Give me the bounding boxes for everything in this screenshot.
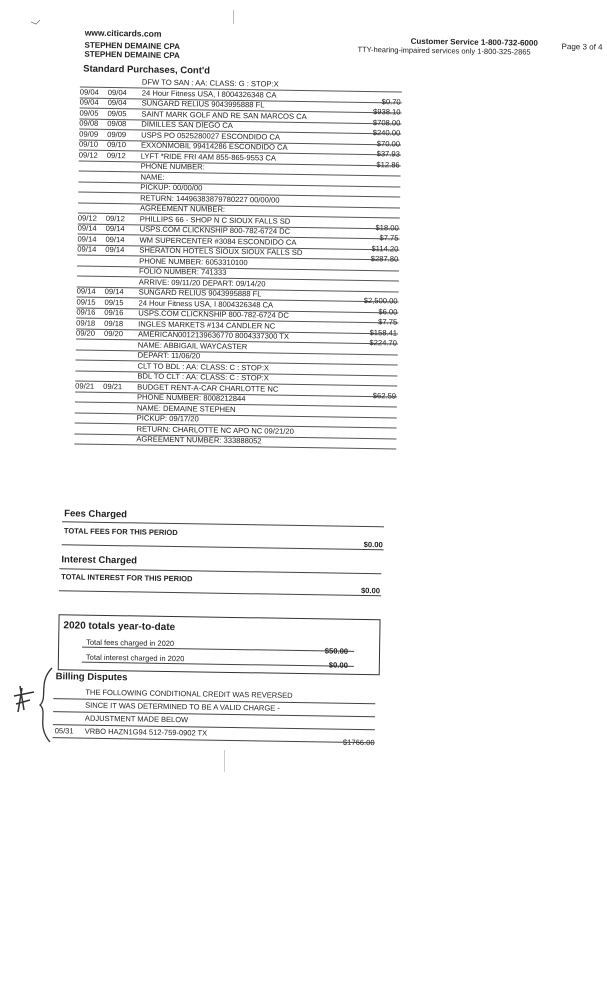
- post-date: 09/21: [75, 380, 95, 391]
- tty-phone: TTY-hearing-impaired services only 1-800-325-2865: [357, 44, 531, 57]
- description: 24 Hour Fitness USA, I 8004326348 CA: [138, 297, 274, 310]
- trans-date: 09/12: [105, 213, 125, 223]
- description: PHONE NUMBER:: [140, 161, 205, 172]
- dispute-amount: $1766.00: [342, 737, 375, 748]
- description: AMERICAN0012139636770 8004337300 TX: [137, 329, 290, 341]
- description: SHERATON HOTELS SIOUX SIOUX FALLS SD: [139, 245, 303, 258]
- amount: $114.20: [371, 243, 399, 254]
- description: PHONE NUMBER: 8008212844: [136, 392, 246, 404]
- description: RETURN: CHARLOTTE NC APO NC 09/21/20: [136, 423, 294, 436]
- post-date: 09/14: [77, 233, 97, 244]
- post-date: 09/10: [78, 139, 99, 149]
- description: WM SUPERCENTER #3084 ESCONDIDO CA: [139, 234, 297, 247]
- total-fees-amount: $0.00: [363, 540, 383, 550]
- amount: $6.00: [378, 306, 398, 317]
- trans-date: 09/09: [107, 129, 127, 139]
- trans-date: 09/04: [107, 87, 127, 97]
- customer-service-phone: Customer Service 1-800-732-6000: [410, 36, 538, 48]
- description: LYFT *RIDE FRI 4AM 855-865-9553 CA: [140, 150, 277, 163]
- description: EXXONMOBIL 99414286 ESCONDIDO CA: [140, 140, 288, 152]
- scan-artifact-top: [233, 10, 234, 24]
- description: INGLES MARKETS #134 CANDLER NC: [138, 318, 276, 331]
- post-date: 09/15: [76, 296, 96, 307]
- post-date: 09/04: [79, 97, 99, 107]
- description: DFW TO SAN : AA: CLASS: G : STOP:X: [141, 77, 279, 89]
- description: USPS.COM CLICKNSHIP 800-782-6724 DC: [138, 308, 289, 320]
- description: NAME: DEMAINE STEPHEN: [136, 402, 236, 414]
- description: SAINT MARK GOLF AND RE SAN MARCOS CA: [141, 108, 307, 121]
- amount: $287.80: [370, 254, 399, 264]
- post-date: 09/05: [79, 108, 99, 118]
- amount: $70.00: [376, 138, 401, 149]
- amount: $240.00: [372, 128, 401, 138]
- post-date: 09/14: [76, 286, 96, 296]
- page-number: Page 3 of 4: [561, 42, 603, 52]
- ytd-totals-title: 2020 totals year-to-date: [63, 620, 176, 634]
- amount: $158.41: [369, 327, 398, 338]
- purchases-section-title: Standard Purchases, Cont'd: [83, 63, 211, 77]
- post-date: 09/14: [77, 223, 97, 233]
- trans-date: 09/08: [107, 118, 127, 129]
- description: USPS PO 0525280027 ESCONDIDO CA: [141, 129, 281, 142]
- total-fees-label: TOTAL FEES FOR THIS PERIOD: [63, 526, 178, 538]
- amount: $224.70: [369, 338, 397, 348]
- trans-date: 09/14: [105, 223, 125, 234]
- description: AGREEMENT NUMBER:: [139, 203, 226, 214]
- dispute-note-line-1: THE FOLLOWING CONDITIONAL CREDIT WAS REVERSED: [85, 687, 293, 700]
- amount: $938.10: [373, 107, 401, 117]
- post-date: 09/12: [78, 149, 98, 160]
- post-date: 09/04: [79, 87, 99, 97]
- dispute-description: VRBO HAZN1G94 512-759-0902 TX: [84, 726, 208, 738]
- account-holder-name-2: STEPHEN DEMAINE CPA: [84, 49, 180, 61]
- description: PICKUP: 00/00/00: [140, 182, 203, 193]
- ytd-fees-amount: $50.00: [324, 646, 349, 656]
- scan-speck-mark: [30, 18, 42, 26]
- trans-date: 09/05: [107, 108, 127, 118]
- amount: $0.70: [381, 96, 401, 107]
- trans-date: 09/14: [105, 234, 125, 244]
- trans-date: 09/16: [104, 307, 124, 318]
- description: SUNGARD RELIUS 9043995888 FL: [138, 287, 262, 299]
- description: DIMILLES SAN DIEGO CA: [141, 119, 233, 130]
- post-date: 09/12: [77, 212, 97, 223]
- billing-disputes-title: Billing Disputes: [55, 671, 128, 684]
- description: NAME: ABBIGAIL WAYCASTER: [137, 339, 248, 351]
- description: USPS.COM CLICKNSHIP 800-782-6724 DC: [139, 224, 291, 236]
- trans-date: 09/10: [106, 139, 127, 150]
- post-date: 09/09: [79, 128, 99, 139]
- handwritten-bracket-mark: [0, 660, 70, 750]
- amount: $708.00: [372, 117, 401, 128]
- post-date: 09/16: [76, 307, 96, 317]
- dispute-note-line-2: SINCE IT WAS DETERMINED TO BE A VALID CHARGE -: [85, 700, 280, 713]
- trans-date: 09/15: [104, 297, 124, 307]
- description: ARRIVE: 09/11/20 DEPART: 09/14/20: [138, 276, 266, 288]
- trans-date: 09/14: [104, 286, 124, 297]
- total-interest-label: TOTAL INTEREST FOR THIS PERIOD: [61, 572, 193, 584]
- description: PHONE NUMBER: 6053310100: [139, 255, 248, 267]
- trans-date: 09/20: [103, 328, 124, 339]
- trans-date: 09/12: [106, 150, 126, 160]
- ytd-interest-amount: $0.00: [328, 660, 348, 670]
- description: CLT TO BDL : AA: CLASS: C : STOP:X: [137, 360, 270, 373]
- amount: $37.93: [376, 149, 400, 159]
- description: RETURN: 14496383879780227 00/00/00: [140, 192, 280, 205]
- account-holder-name: STEPHEN DEMAINE CPA: [84, 40, 181, 52]
- description: BDL TO CLT : AA: CLASS: C : STOP:X: [137, 371, 269, 383]
- description: BUDGET RENT-A-CAR CHARLOTTE NC: [137, 381, 279, 394]
- trans-date: 09/21: [103, 381, 123, 391]
- post-date: 09/18: [76, 317, 96, 328]
- description: SUNGARD RELIUS 9043995888 FL: [141, 98, 265, 110]
- amount: $7.75: [379, 233, 399, 243]
- description: NAME:: [140, 171, 165, 182]
- post-date: 09/20: [75, 328, 96, 338]
- amount: $62.59: [372, 390, 397, 401]
- dispute-note-line-3: ADJUSTMENT MADE BELOW: [84, 713, 189, 725]
- post-date: 09/14: [77, 244, 97, 254]
- fees-section-title: Fees Charged: [64, 508, 128, 521]
- description: AGREEMENT NUMBER: 333888052: [136, 434, 262, 446]
- amount: $12.86: [376, 159, 400, 170]
- trans-date: 09/04: [107, 97, 127, 108]
- dispute-date: 05/31: [54, 726, 74, 736]
- scan-artifact-bottom: [224, 750, 225, 772]
- post-date: 09/08: [79, 118, 99, 128]
- total-interest-amount: $0.00: [360, 585, 381, 596]
- amount: $18.00: [375, 222, 399, 233]
- amount: $7.75: [378, 317, 398, 327]
- interest-section-title: Interest Charged: [61, 554, 138, 567]
- description: PHILLIPS 66 - SHOP N C SIOUX FALLS SD: [139, 213, 291, 226]
- amount: $2,500.00: [363, 295, 398, 306]
- ytd-interest-label: Total interest charged in 2020: [85, 652, 185, 664]
- description: FOLIO NUMBER: 741333: [138, 266, 227, 277]
- description: DEPART: 11/06/20: [137, 350, 201, 361]
- trans-date: 09/14: [105, 244, 125, 255]
- trans-date: 09/18: [104, 318, 124, 328]
- description: PICKUP: 09/17/20: [136, 413, 199, 424]
- issuer-website: www.citicards.com: [84, 27, 162, 39]
- description: 24 Hour Fitness USA, I 8004326348 CA: [141, 87, 277, 100]
- ytd-fees-label: Total fees charged in 2020: [86, 637, 175, 649]
